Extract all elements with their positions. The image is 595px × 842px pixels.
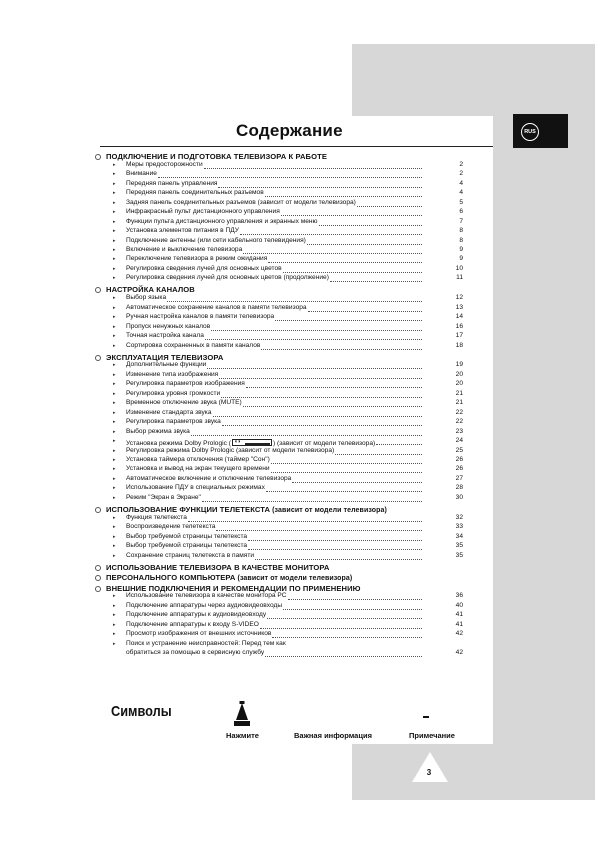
important-info-label: Важная информация — [294, 731, 372, 740]
leader-dots — [207, 368, 422, 369]
toc-entry-text: Регулировка параметров звука — [126, 418, 221, 426]
section-title — [106, 563, 330, 572]
toc-entry — [126, 543, 247, 550]
entry-arrow-icon: ▸ — [113, 400, 116, 407]
entry-arrow-icon: ▸ — [113, 199, 116, 206]
leader-dots — [213, 416, 422, 417]
section-bullet-icon — [95, 575, 101, 581]
section-title — [106, 152, 327, 161]
page-ref: 9 — [459, 255, 463, 263]
toc-entry — [126, 612, 266, 619]
entry-arrow-icon: ▸ — [113, 180, 116, 187]
section-title-text: ИСПОЛЬЗОВАНИЕ ТЕЛЕВИЗОРА В КАЧЕСТВЕ МОНИТОРА — [106, 562, 330, 572]
toc-entry-text: Автоматическое сохранение каналов в памяти телевизора — [126, 303, 307, 311]
entry-arrow-icon: ▸ — [113, 161, 116, 168]
leader-dots — [218, 187, 422, 188]
toc-entry — [126, 324, 210, 331]
note-label: Примечание — [409, 731, 455, 740]
toc-entry — [126, 219, 318, 226]
leader-dots — [188, 521, 422, 522]
toc-entry-text: Установка таймера отключения (таймер "Сон") — [126, 455, 270, 463]
leader-dots — [268, 262, 422, 263]
toc-entry — [126, 190, 264, 197]
section-title-text: ЭКСПЛУАТАЦИЯ ТЕЛЕВИЗОРА — [106, 352, 224, 362]
toc-entry — [126, 603, 282, 610]
page-ref: 22 — [455, 418, 463, 426]
page-ref: 42 — [455, 649, 463, 657]
entry-arrow-icon: ▸ — [113, 621, 116, 628]
page-number-triangle — [410, 750, 450, 784]
toc-entry-text: Включение и выключение телевизора — [126, 245, 243, 253]
page-ref: 41 — [455, 620, 463, 628]
entry-arrow-icon: ▸ — [113, 428, 116, 435]
toc-entry-text: Ручная настройка каналов в памяти телевизора — [126, 313, 275, 321]
leader-dots — [158, 177, 422, 178]
leader-dots — [271, 463, 422, 464]
page-ref: 26 — [455, 465, 463, 473]
toc-entry — [126, 305, 307, 312]
toc-entry-text: Установка и вывод на экран текущего времени — [126, 465, 270, 473]
page-ref: 30 — [455, 493, 463, 501]
toc-entry-text: Функция телетекста — [126, 513, 187, 521]
entry-arrow-icon: ▸ — [113, 533, 116, 540]
page-ref: 21 — [455, 389, 463, 397]
toc-entry — [126, 171, 157, 178]
toc-entry — [126, 228, 239, 235]
page-ref: 20 — [455, 380, 463, 388]
entry-arrow-icon: ▸ — [113, 323, 116, 330]
page-title: Содержание — [236, 121, 343, 140]
section-title-text: ПОДКЛЮЧЕНИЕ И ПОДГОТОВКА ТЕЛЕВИЗОРА К РАБОТЕ — [106, 152, 327, 161]
toc-entry-text-after: ) (зависит от модели телевизора) — [272, 440, 376, 448]
entry-arrow-icon: ▸ — [113, 390, 116, 397]
page-ref: 26 — [455, 455, 463, 463]
entry-arrow-icon: ▸ — [113, 524, 116, 531]
toc-entry — [126, 275, 329, 282]
page-ref: 8 — [459, 236, 463, 244]
toc-entry — [126, 534, 247, 541]
toc-entry-text: Использование телевизора в качестве монитора PC — [126, 592, 287, 600]
page-ref: 16 — [455, 322, 463, 330]
leader-dots — [288, 599, 422, 600]
toc-entry — [126, 466, 270, 473]
entry-arrow-icon: ▸ — [113, 494, 116, 501]
toc-entry — [126, 314, 274, 321]
toc-entry — [126, 295, 166, 302]
toc-entry — [126, 476, 291, 483]
toc-entry-text: Регулировка параметров изображения — [126, 380, 245, 388]
toc-entry — [126, 372, 218, 379]
frame-right-column — [493, 44, 595, 800]
page-ref: 13 — [455, 303, 463, 311]
toc-entry-text: Подключение аппаратуры к входу S-VIDEO — [126, 620, 259, 628]
page-ref: 11 — [456, 274, 463, 282]
leader-dots — [308, 311, 422, 312]
toc-entry — [126, 553, 254, 560]
leader-dots — [204, 168, 422, 169]
page-ref: 20 — [455, 370, 463, 378]
toc-entry-text: Пропуск ненужных каналов — [126, 322, 211, 330]
toc-entry — [126, 410, 212, 417]
page-ref: 4 — [459, 179, 463, 187]
entry-arrow-icon: ▸ — [113, 209, 116, 216]
toc-entry-text: Изменение стандарта звука — [126, 408, 212, 416]
toc-entry — [126, 256, 267, 263]
toc-entry-text: Инфракрасный пульт дистанционного управления — [126, 208, 280, 216]
entry-arrow-icon: ▸ — [113, 342, 116, 349]
toc-entry-text: Регулировка сведения лучей для основных цветов — [126, 264, 282, 272]
entry-arrow-icon: ▸ — [113, 552, 116, 559]
entry-arrow-icon: ▸ — [113, 409, 116, 416]
toc-entry — [126, 400, 242, 407]
entry-arrow-icon: ▸ — [113, 333, 116, 340]
toc-entry — [126, 495, 201, 502]
toc-entry — [126, 381, 245, 388]
section-title-note: (зависит от модели телевизора) — [235, 575, 353, 583]
toc-entry-text: Переключение телевизора в режим ожидания — [126, 255, 268, 263]
leader-dots — [243, 253, 422, 254]
section-title — [106, 573, 352, 582]
page-ref: 21 — [455, 399, 463, 407]
toc-entry-text: Сортировка сохраненных в памяти каналов — [126, 341, 261, 349]
toc-entry-text: Поиск и устранение неисправностей: Перед тем как — [126, 639, 286, 647]
toc-entry — [126, 333, 204, 340]
toc-entry — [126, 515, 187, 522]
toc-entry — [126, 247, 242, 254]
page-ref: 33 — [455, 523, 463, 531]
leader-dots — [376, 444, 422, 445]
page-ref: 9 — [459, 245, 463, 253]
leader-dots — [281, 215, 422, 216]
leader-dots — [307, 244, 422, 245]
toc-entry-text: Функции пульта дистанционного управления и экранных меню — [126, 217, 318, 225]
toc-entry-text: Автоматическое включение и отключение телевизора — [126, 474, 292, 482]
section-title-note: (зависит от модели телевизора) — [270, 506, 387, 514]
toc-entry-text: Подключение аппаратуры к аудиовидеовходу — [126, 611, 267, 619]
leader-dots — [330, 281, 422, 282]
toc-entry-text: Режим "Экран в Экране" — [126, 493, 201, 501]
leader-dots — [275, 320, 422, 321]
leader-dots — [283, 609, 422, 610]
leader-dots — [283, 272, 422, 273]
toc-entry — [126, 622, 259, 629]
toc-entry — [126, 448, 334, 455]
section-title — [106, 285, 195, 294]
toc-entry-text: Воспроизведение телетекста — [126, 523, 216, 531]
toc-entry — [126, 181, 217, 188]
leader-dots — [191, 435, 422, 436]
entry-arrow-icon: ▸ — [113, 218, 116, 225]
toc-entry-text: Регулировка уровня громкости — [126, 389, 221, 397]
toc-entry-text: Точная настройка канала — [126, 332, 204, 340]
page-ref: 22 — [455, 408, 463, 416]
entry-arrow-icon: ▸ — [113, 228, 116, 235]
page-number: 3 — [426, 768, 432, 777]
leader-dots — [211, 330, 422, 331]
page-ref: 35 — [455, 551, 463, 559]
entry-arrow-icon: ▸ — [113, 237, 116, 244]
toc-entry-text: Выбор требуемой страницы телетекста — [126, 542, 248, 550]
entry-arrow-icon: ▸ — [113, 419, 116, 426]
leader-dots — [265, 196, 422, 197]
section-title — [106, 505, 387, 514]
toc-entry — [126, 485, 265, 492]
leader-dots — [248, 540, 422, 541]
language-badge: RUS — [521, 123, 539, 141]
page-ref: 35 — [455, 542, 463, 550]
toc-entry — [126, 593, 287, 600]
leader-dots — [216, 530, 422, 531]
toc-entry — [126, 238, 306, 245]
leader-dots — [267, 618, 422, 619]
section-title-text: ПЕРСОНАЛЬНОГО КОМПЬЮТЕРА — [106, 573, 236, 583]
hand-press-icon — [232, 700, 252, 728]
toc-entry-text: Меры предосторожности — [126, 160, 203, 168]
leader-dots — [240, 234, 422, 235]
entry-arrow-icon: ▸ — [113, 275, 116, 282]
toc-entry-text: Внимание — [126, 170, 157, 178]
toc-entry-text: Задняя панель соединительных разъемов (зависит от модели телевизора) — [126, 198, 356, 206]
entry-arrow-icon: ▸ — [113, 190, 116, 197]
leader-dots — [272, 637, 422, 638]
section-bullet-icon — [95, 154, 101, 160]
dolby-bar-icon — [245, 443, 270, 445]
entry-arrow-icon: ▸ — [113, 514, 116, 521]
section-title-text: ИСПОЛЬЗОВАНИЕ ФУНКЦИИ ТЕЛЕТЕКСТА — [106, 504, 271, 514]
toc-entry-text: Регулировка сведения лучей для основных цветов (продолжение) — [126, 274, 329, 282]
leader-dots — [357, 206, 422, 207]
page-ref: 12 — [455, 294, 463, 302]
leader-dots — [261, 349, 422, 350]
toc-entry — [126, 524, 215, 531]
section-bullet-icon — [95, 565, 101, 571]
toc-entry-continued: обратиться за помощью в сервисную службу — [126, 649, 265, 657]
page-ref: 17 — [455, 332, 463, 340]
page-ref: 28 — [455, 484, 463, 492]
toc-entry-text: Установка элементов питания в ПДУ — [126, 227, 239, 235]
entry-arrow-icon: ▸ — [113, 631, 116, 638]
entry-arrow-icon: ▸ — [113, 304, 116, 311]
press-label: Нажмите — [226, 731, 259, 740]
toc-entry — [126, 641, 286, 648]
entry-arrow-icon: ▸ — [113, 246, 116, 253]
dolby-dd-icon: ◖◗ — [233, 439, 242, 446]
page-ref: 2 — [459, 160, 463, 168]
page-ref: 24 — [455, 437, 463, 445]
title-divider — [100, 146, 493, 147]
section-bullet-icon — [95, 586, 101, 592]
toc-entry-text: Установка режима Dolby Prologic ( — [126, 440, 231, 448]
leader-dots — [221, 397, 422, 398]
entry-arrow-icon: ▸ — [113, 295, 116, 302]
entry-arrow-icon: ▸ — [113, 602, 116, 609]
entry-arrow-icon: ▸ — [113, 456, 116, 463]
toc-entry-text: Временное отключение звука (MUTE) — [126, 399, 242, 407]
leader-dots — [219, 378, 422, 379]
section-bullet-icon — [95, 507, 101, 513]
dolby-prologic-logo-icon — [232, 439, 272, 446]
toc-entry — [126, 391, 220, 398]
toc-entry — [126, 457, 270, 464]
toc-entry — [126, 266, 282, 273]
entry-arrow-icon: ▸ — [113, 640, 116, 647]
symbols-title: Символы — [111, 703, 172, 720]
page-ref: 10 — [455, 264, 463, 272]
leader-dots — [202, 501, 422, 502]
page-ref: 27 — [455, 474, 463, 482]
entry-arrow-icon: ▸ — [113, 171, 116, 178]
leader-dots — [335, 454, 422, 455]
leader-dots — [266, 491, 422, 492]
toc-entry-text: Просмотр изображения от внешних источников — [126, 630, 272, 638]
page-ref: 19 — [455, 361, 463, 369]
section-bullet-icon — [95, 287, 101, 293]
toc-entry-text: Передняя панель управления — [126, 179, 218, 187]
entry-arrow-icon: ▸ — [113, 362, 116, 369]
page-ref: 5 — [459, 198, 463, 206]
leader-dots — [205, 339, 422, 340]
toc-entry — [126, 200, 356, 207]
page-ref: 42 — [455, 630, 463, 638]
frame-bottom-band — [352, 744, 595, 800]
entry-arrow-icon: ▸ — [113, 593, 116, 600]
toc-entry — [126, 209, 280, 216]
page-ref: 36 — [455, 592, 463, 600]
page-ref: 23 — [455, 427, 463, 435]
entry-arrow-icon: ▸ — [113, 466, 116, 473]
page-ref: 2 — [459, 170, 463, 178]
toc-entry — [126, 362, 206, 369]
page-ref: 14 — [455, 313, 463, 321]
page-ref: 25 — [455, 446, 463, 454]
entry-arrow-icon: ▸ — [113, 438, 116, 445]
leader-dots — [319, 225, 423, 226]
language-tab — [513, 114, 568, 148]
toc-entry-text: Подключение антенны (или сети кабельного телевидения) — [126, 236, 306, 244]
toc-entry-text: Подключение аппаратуры через аудиовидеовходы — [126, 601, 283, 609]
entry-arrow-icon: ▸ — [113, 314, 116, 321]
entry-arrow-icon: ▸ — [113, 256, 116, 263]
toc-entry-text: Регулировка режима Dolby Prologic (зависит от модели телевизора) — [126, 446, 335, 454]
section-bullet-icon — [95, 355, 101, 361]
page-ref: 8 — [459, 227, 463, 235]
leader-dots — [265, 656, 422, 657]
section-title — [106, 584, 361, 593]
entry-arrow-icon: ▸ — [113, 612, 116, 619]
entry-arrow-icon: ▸ — [113, 543, 116, 550]
toc-entry — [126, 419, 221, 426]
page-ref: 6 — [459, 208, 463, 216]
toc-entry-text: Использование ПДУ в специальных режимах — [126, 484, 265, 492]
leader-dots — [222, 425, 422, 426]
toc-entry — [126, 429, 190, 436]
entry-arrow-icon: ▸ — [113, 475, 116, 482]
toc-entry-text: Сохранение страниц телетекста в памяти — [126, 551, 255, 559]
toc-entry-text: Передняя панель соединительных разъемов — [126, 189, 264, 197]
page-ref: 41 — [455, 611, 463, 619]
leader-dots — [292, 482, 422, 483]
page-ref: 18 — [455, 341, 463, 349]
leader-dots — [248, 549, 422, 550]
leader-dots — [271, 472, 422, 473]
toc-entry-text: Выбор режима звука — [126, 427, 190, 435]
page-ref: 34 — [455, 532, 463, 540]
leader-dots — [255, 559, 422, 560]
entry-arrow-icon: ▸ — [113, 485, 116, 492]
toc-entry-text: Изменение типа изображения — [126, 370, 219, 378]
section-title-text: ВНЕШНИЕ ПОДКЛЮЧЕНИЯ И РЕКОМЕНДАЦИИ ПО ПРИМЕНЕНИЮ — [106, 583, 361, 593]
page-ref: 32 — [455, 513, 463, 521]
toc-entry — [126, 631, 271, 638]
entry-arrow-icon: ▸ — [113, 371, 116, 378]
leader-dots — [243, 406, 422, 407]
section-title-text: НАСТРОЙКА КАНАЛОВ — [106, 285, 195, 295]
page-ref: 40 — [455, 601, 463, 609]
entry-arrow-icon: ▸ — [113, 447, 116, 454]
entry-arrow-icon: ▸ — [113, 381, 116, 388]
leader-dots — [167, 301, 422, 302]
section-title — [106, 353, 223, 362]
toc-entry-text: Дополнительные функции — [126, 361, 207, 369]
toc-entry — [126, 343, 260, 350]
toc-entry-text: Выбор языка — [126, 294, 167, 302]
page-ref: 7 — [459, 217, 463, 225]
leader-dots — [260, 628, 422, 629]
page-ref: 4 — [459, 189, 463, 197]
entry-arrow-icon: ▸ — [113, 265, 116, 272]
dash-note-icon — [423, 716, 429, 718]
leader-dots — [246, 387, 422, 388]
toc-entry — [126, 162, 203, 169]
toc-entry-text: Выбор требуемой страницы телетекста — [126, 532, 248, 540]
